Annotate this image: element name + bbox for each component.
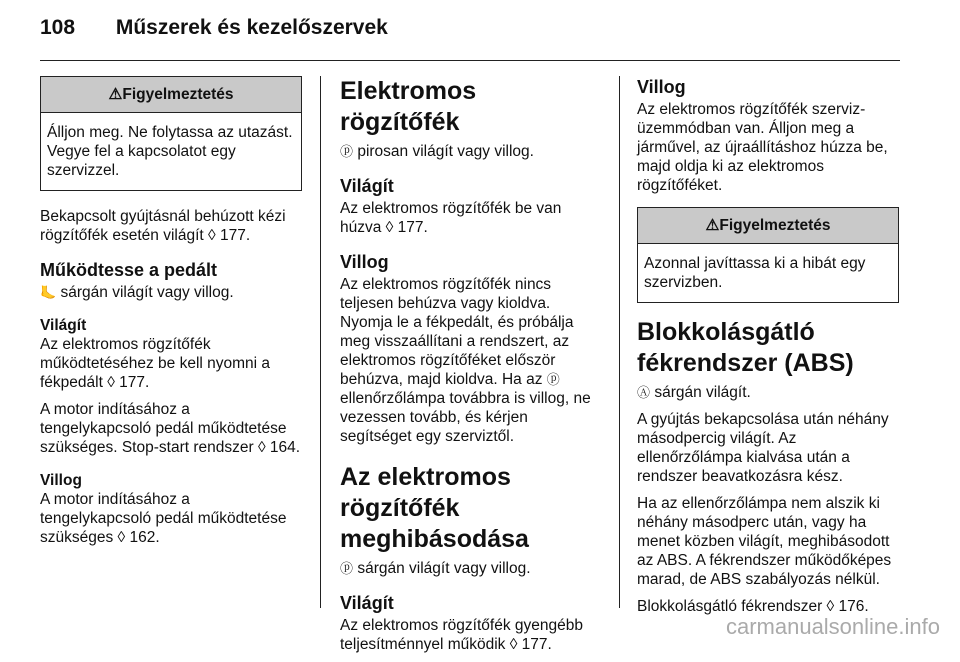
warning-title: Figyelmeztetés	[122, 86, 234, 103]
page-number: 108	[40, 16, 76, 39]
paragraph: Az elektromos rögzítőfék működtetéséhez be kell nyomni a fékpedált ◊ 177.	[40, 336, 271, 391]
foot-pedal-icon: 🦶	[40, 285, 57, 300]
subheading-vilagit: Világít	[340, 176, 394, 196]
page-header	[40, 16, 388, 40]
paragraph: Az elektromos rögzítőfék szerviz-üzemmódban van. Álljon meg a járművel, az újraállításhoz húzza be, majd oldja ki az elektromos rögzítőféket.	[637, 101, 888, 194]
abs-icon: Ⓐ	[637, 385, 651, 400]
parking-brake-icon: ⓟ	[340, 144, 354, 159]
fault-desc: sárgán világít vagy villog.	[357, 560, 531, 577]
paragraph: Bekapcsolt gyújtásnál behúzott kézi rögzítőfék esetén világít ◊ 177.	[40, 208, 286, 244]
paragraph: Blokkolásgátló fékrendszer ◊ 176.	[637, 598, 869, 615]
subheading-villog: Villog	[637, 77, 686, 97]
paragraph: Ha az ellenőrzőlámpa nem alszik ki néhány másodperc után, vagy ha menet közben világít, meghibásodott az ABS. A fékrendszer működőképes marad, de ABS szabályozás nélkül.	[637, 495, 892, 588]
page-title: Műszerek és kezelőszervek	[115, 16, 388, 39]
watermark: carmanualsonline.info	[725, 614, 940, 639]
warning-triangle-icon: ⚠	[108, 86, 123, 103]
subheading-villog: Villog	[40, 472, 82, 489]
section-heading-abs: Blokkolásgátló fékrendszer (ABS)	[637, 318, 854, 377]
warning-body: Azonnal javíttassa ki a hibát egy szervizben.	[644, 255, 866, 291]
warning-body: Álljon meg. Ne folytassa az utazást. Vegye fel a kapcsolatot egy szervizzel.	[47, 124, 293, 179]
paragraph: Az elektromos rögzítőfék nincs teljesen behúzva vagy kioldva. Nyomja le a fékpedált, és próbálja meg visszaállítani a rendszert, az elektromos rögzítőféket először behúzva, majd kioldva. Ha az	[340, 276, 574, 388]
column-2	[340, 76, 602, 662]
column-1	[40, 76, 302, 555]
warning-box	[40, 76, 302, 191]
paragraph: A motor indításához a tengelykapcsoló pedál működtetése szükséges. Stop-start rendszer ◊ 164.	[40, 401, 301, 456]
section-heading-pedal: Működtesse a pedált	[40, 260, 218, 280]
column-divider-2	[619, 76, 620, 608]
section-heading-epb: Elektromos rögzítőfék	[340, 77, 477, 136]
pedal-desc: sárgán világít vagy villog.	[60, 284, 234, 301]
header-rule	[40, 60, 900, 61]
paragraph: A gyújtás bekapcsolása után néhány másodpercig világít. Az ellenőrzőlámpa kialvása után a rendszer beavatkozásra kész.	[637, 411, 889, 485]
parking-brake-icon: ⓟ	[546, 372, 560, 387]
warning-title: Figyelmeztetés	[719, 217, 831, 234]
abs-desc: sárgán világít.	[654, 384, 751, 401]
paragraph: Az elektromos rögzítőfék gyengébb teljesítménnyel működik ◊ 177.	[340, 617, 583, 653]
subheading-vilagit: Világít	[40, 317, 87, 334]
paragraph: A motor indításához a tengelykapcsoló pedál működtetése szükséges ◊ 162.	[40, 491, 287, 546]
subheading-vilagit: Világít	[340, 593, 394, 613]
column-3	[637, 76, 899, 624]
section-heading-epb-fault: Az elektromos rögzítőfék meghibásodása	[340, 463, 529, 553]
subheading-villog: Villog	[340, 252, 389, 272]
brake-fault-icon: ⓟ	[340, 561, 354, 576]
column-divider-1	[320, 76, 321, 608]
paragraph: Az elektromos rögzítőfék be van húzva ◊ 177.	[340, 200, 562, 236]
paragraph-cont: ellenőrzőlámpa továbbra is villog, ne vezessen tovább, és kérjen segítséget egy szerviztől.	[340, 390, 591, 445]
warning-triangle-icon: ⚠	[705, 217, 720, 234]
epb-desc: pirosan világít vagy villog.	[357, 143, 534, 160]
warning-box	[637, 207, 899, 303]
